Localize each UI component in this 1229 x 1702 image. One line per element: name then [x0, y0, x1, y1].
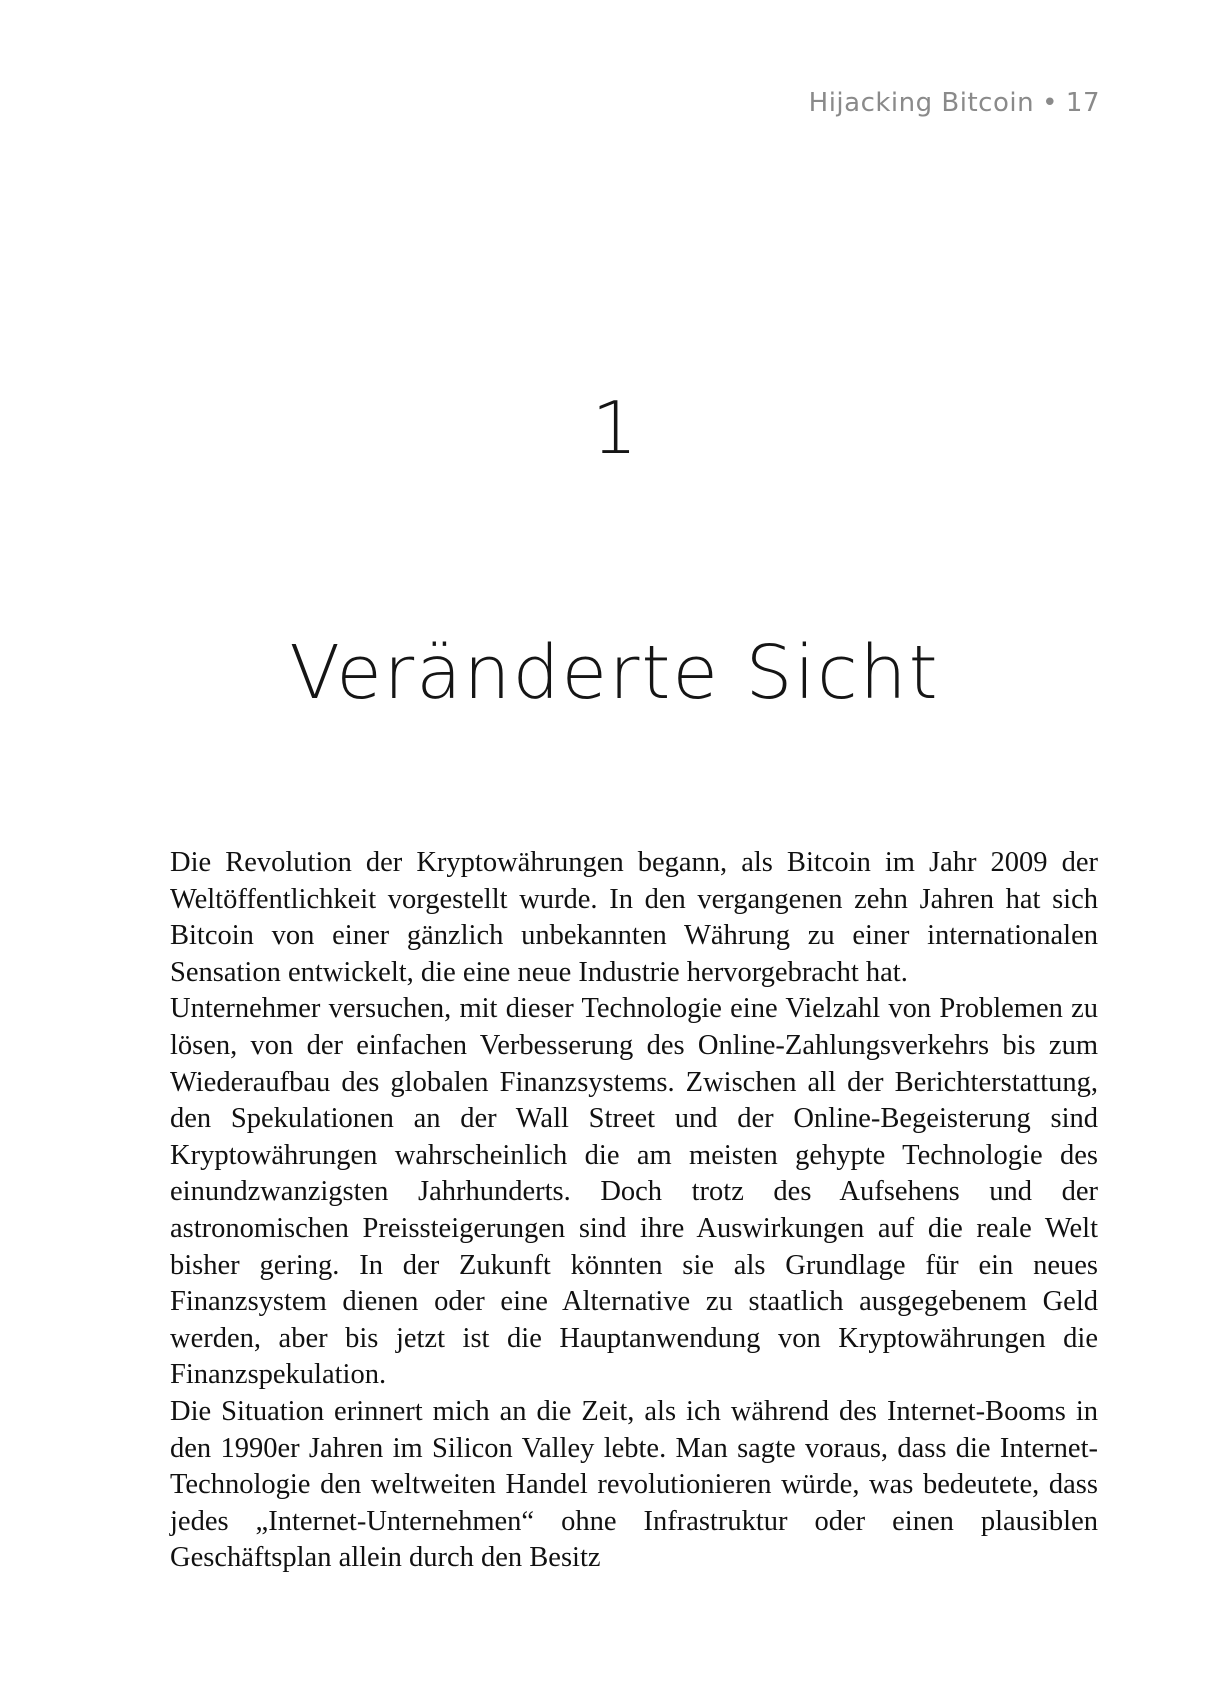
chapter-title: Veränderte Sicht [289, 630, 940, 716]
chapter-number: 1 [591, 386, 638, 470]
page-number: 17 [1065, 88, 1100, 118]
paragraph: Unternehmer versuchen, mit dieser Technologie eine Vielzahl von Problemen zu lösen, von der einfachen Verbesserung des Online-Zahlungsverkehrs bis zum Wiederaufbau des globalen Finanzsystems. Zwischen all der Berichterstattung, den Spekulationen an der Wall Street und der Online-Begeisterung sind Kryptowährungen wahrscheinlich die am meisten gehypte Technologie des einundzwanzigsten Jahrhunderts. Doch trotz des Aufsehens und der astronomischen Preissteigerungen sind ihre Auswirkungen auf die reale Welt bisher gering. In der Zukunft könnten sie als Grundlage für ein neues Finanzsystem dienen oder eine Alternative zu staatlich ausgegebenem Geld werden, aber bis jetzt ist die Hauptanwendung von Kryptowährungen die Finanzspekulation. [170, 993, 1098, 1391]
running-header [809, 88, 1100, 118]
paragraph: Die Situation erinnert mich an die Zeit, als ich während des Internet-Booms in den 1990er Jahren im Silicon Valley lebte. Man sagte voraus, dass die Internet-Technologie den weltweiten Handel revolutionieren würde, was bedeutete, dass jedes „Internet-Unternehmen“ ohne Infrastruktur oder einen plausiblen Geschäftsplan allein durch den Besitz [170, 1395, 1098, 1574]
body-text [170, 845, 1098, 1577]
header-separator: • [1042, 88, 1058, 118]
book-title: Hijacking Bitcoin [808, 88, 1035, 118]
paragraph: Die Revolution der Kryptowährungen begann, als Bitcoin im Jahr 2009 der Weltöffentlichkeit vorgestellt wurde. In den vergangenen zehn Jahren hat sich Bitcoin von einer gänzlich unbekannten Währung zu einer internationalen Sensation entwickelt, die eine neue Industrie hervorgebracht hat. [170, 847, 1098, 988]
